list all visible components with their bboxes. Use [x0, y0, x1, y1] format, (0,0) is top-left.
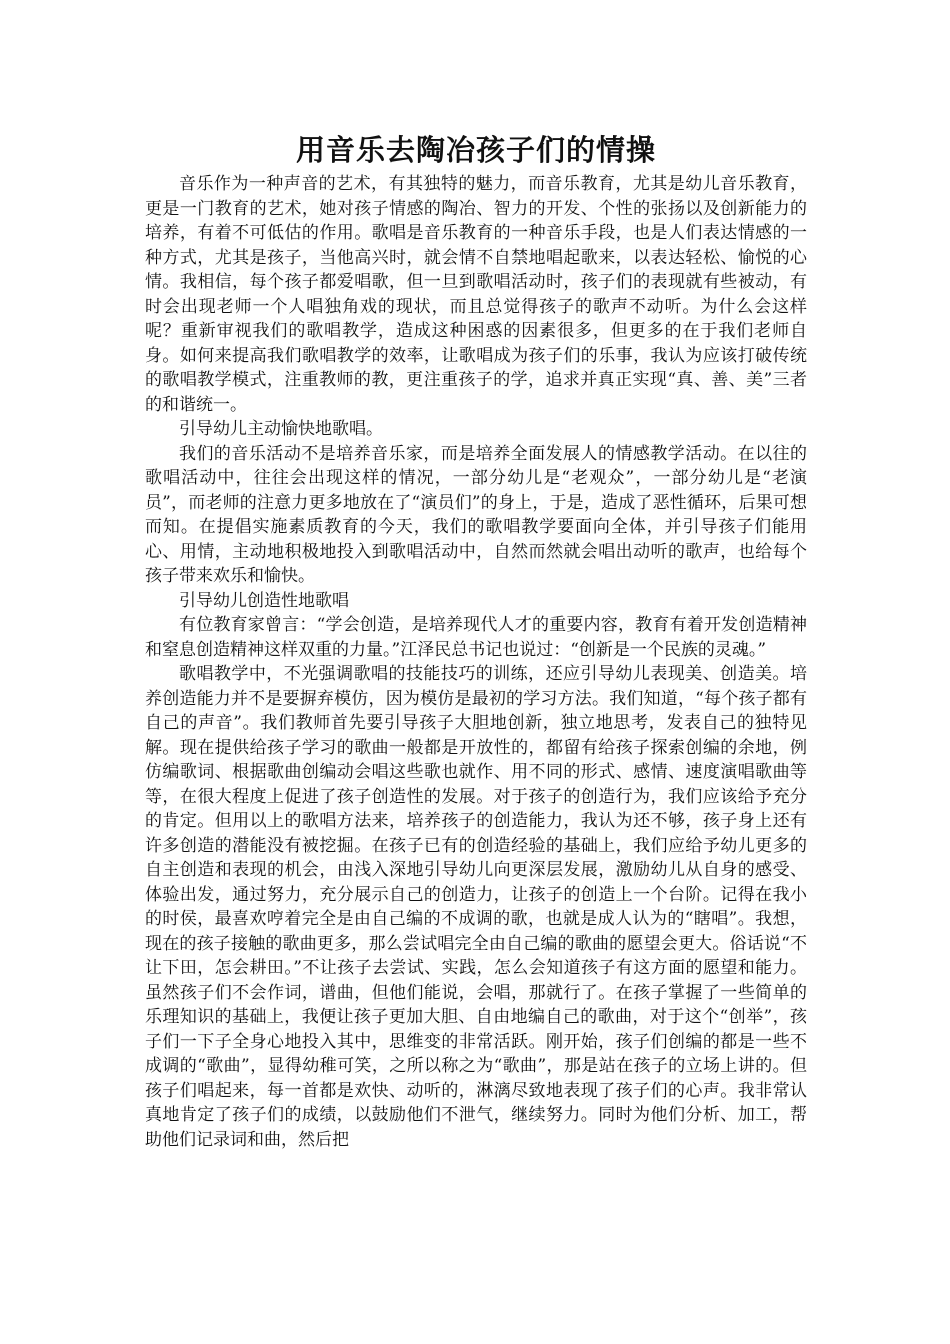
paragraph-intro: 音乐作为一种声音的艺术，有其独特的魅力，而音乐教育，尤其是幼儿音乐教育，更是一门教育的艺术，她对孩子情感的陶冶、智力的开发、个性的张扬以及创新能力的培养，有着不可低估的作用。歌唱是音乐教育的一种音乐手段，也是人们表达情感的一种方式，尤其是孩子，当他高兴时，就会情不自禁地唱起歌来，以表达轻松、愉悦的心情。我相信，每个孩子都爱唱歌，但一旦到歌唱活动时，孩子们的表现就有些被动，有时会出现老师一个人唱独角戏的现状，而且总觉得孩子的歌声不动听。为什么会这样呢？重新审视我们的歌唱教学，造成这种困惑的因素很多，但更多的在于我们老师自身。如何来提高我们歌唱教学的效率，让歌唱成为孩子们的乐事，我认为应该打破传统的歌唱教学模式，注重教师的教，更注重孩子的学，追求并真正实现“真、善、美”三者的和谐统一。 — [145, 174, 807, 415]
paragraph-active-singing: 我们的音乐活动不是培养音乐家，而是培养全面发展人的情感教学活动。在以往的歌唱活动中，往往会出现这样的情况，一部分幼儿是“老观众”，一部分幼儿是“老演员”，而老师的注意力更多地放在了“演员们”的身上，于是，造成了恶性循环，后果可想而知。在提倡实施素质教育的今天，我们的歌唱教学要面向全体，并引导孩子们能用心、用情，主动地积极地投入到歌唱活动中，自然而然就会唱出动听的歌声，也给每个孩子带来欢乐和愉快。 — [145, 443, 807, 586]
paragraph-quote: 有位教育家曾言：“学会创造，是培养现代人才的重要内容，教育有着开发创造精神和窒息创造精神这样双重的力量。”江泽民总书记也说过：“创新是一个民族的灵魂。” — [145, 615, 807, 660]
paragraph-creative-singing: 歌唱教学中，不光强调歌唱的技能技巧的训练，还应引导幼儿表现美、创造美。培养创造能力并不是要摒弃模仿，因为模仿是最初的学习方法。我们知道，“每个孩子都有自己的声音”。我们教师首先要引导孩子大胆地创新，独立地思考，发表自己的独特见解。现在提供给孩子学习的歌曲一般都是开放性的，都留有给孩子探索创编的余地，例仿编歌词、根据歌曲创编动会唱这些歌也就作、用不同的形式、感情、速度演唱歌曲等等，在很大程度上促进了孩子创造性的发展。对于孩子的创造行为，我们应该给予充分的肯定。但用以上的歌唱方法来，培养孩子的创造能力，我认为还不够，孩子身上还有许多创造的潜能没有被挖掘。在孩子已有的创造经验的基础上，我们应给予幼儿更多的自主创造和表现的机会，由浅入深地引导幼儿向更深层发展，激励幼儿从自身的感受、体验出发，通过努力，充分展示自己的创造力，让孩子的创造上一个台阶。记得在我小的时侯，最喜欢哼着完全是由自己编的不成调的歌，也就是成人认为的“瞎唱”。我想，现在的孩子接触的歌曲更多，那么尝试唱完全由自己编的歌曲的愿望会更大。俗话说“不让下田，怎会耕田。”不让孩子去尝试、实践，怎么会知道孩子有这方面的愿望和能力。虽然孩子们不会作词，谱曲，但他们能说，会唱，那就行了。在孩子掌握了一些简单的乐理知识的基础上，我便让孩子更加大胆、自由地编自己的歌曲，对于这个“创举”，孩子们一下子全身心地投入其中，思维变的非常活跃。刚开始，孩子们创编的都是一些不成调的“歌曲”，显得幼稚可笑，之所以称之为“歌曲”，那是站在孩子的立场上讲的。但孩子们唱起来，每一首都是欢快、动听的，淋漓尽致地表现了孩子们的心声。我非常认真地肯定了孩子们的成绩，以鼓励他们不泄气，继续努力。同时为他们分析、加工，帮助他们记录词和曲，然后把 — [145, 664, 807, 1150]
document-title: 用音乐去陶冶孩子们的情操 — [295, 133, 656, 167]
document-page — [145, 130, 807, 1152]
section-heading-creative-singing: 引导幼儿创造性地歌唱 — [179, 590, 349, 611]
section-heading-active-singing: 引导幼儿主动愉快地歌唱。 — [179, 419, 383, 439]
